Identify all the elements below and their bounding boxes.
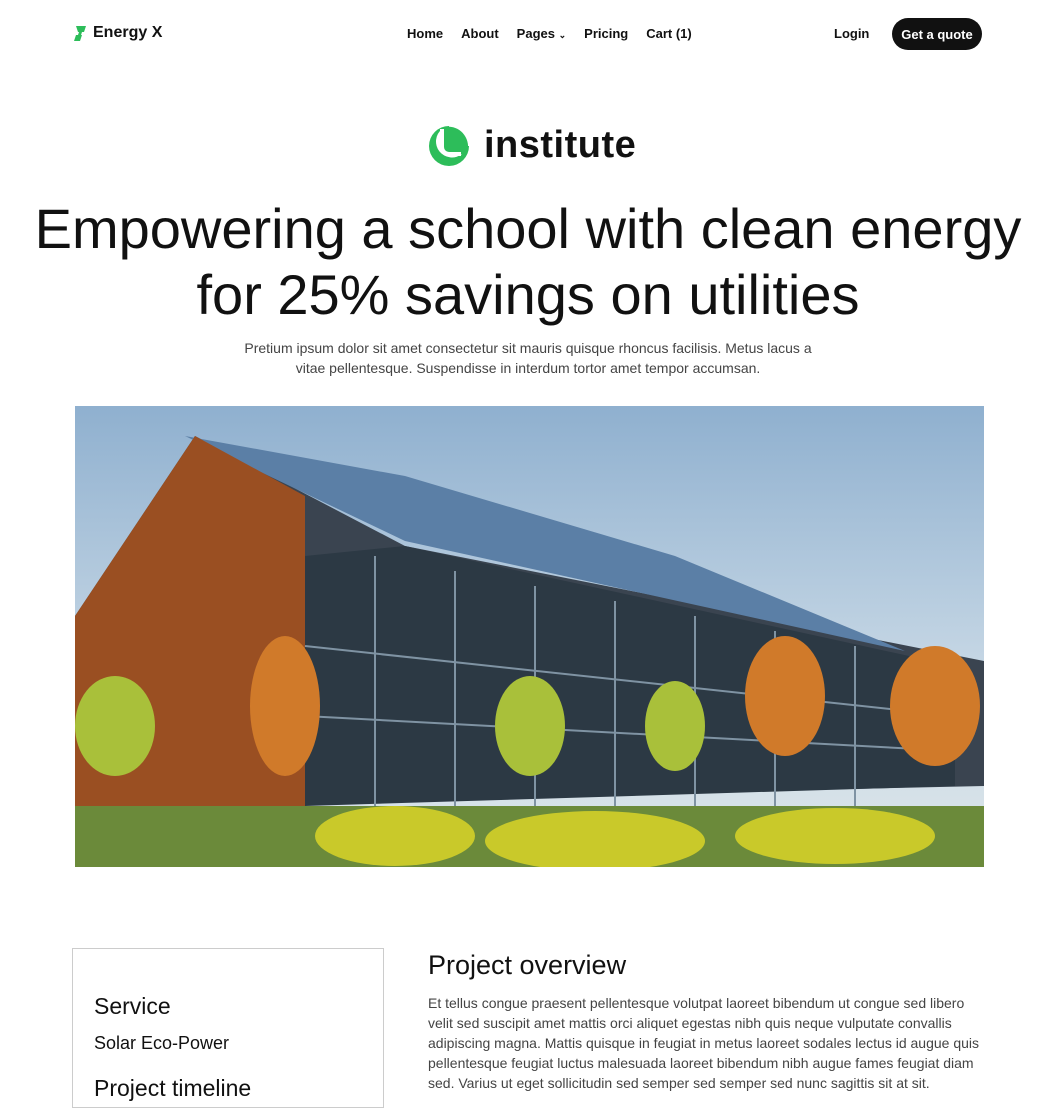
login-link[interactable]: Login xyxy=(834,26,870,41)
hero-image xyxy=(75,406,984,867)
page-title: Empowering a school with clean energy for 25% savings on utilities xyxy=(34,197,1022,326)
get-quote-button[interactable]: Get a quote xyxy=(892,18,982,50)
brand-logo[interactable] xyxy=(73,24,162,42)
overview-text: Et tellus congue praesent pellentesque volutpat laoreet bibendum ut congue sed libero velit sed suscipit amet mattis orci aliquet egestas nibh quis neque vulputate convallis adipiscing magna. Mattis quisque in feugiat in metus laoreet sodales lectus id augue quis pellentesque feugiat luctus malesuada laoreet bibendum nibh augue fames feugiat diam sed. Varius ut eget sollicitudin sed semper sed semper sed nunc sagittis sit at sit. xyxy=(428,995,979,1091)
client-logo xyxy=(428,124,636,167)
overview-title: Project overview xyxy=(428,950,627,980)
nav-about[interactable]: About xyxy=(461,26,499,41)
nav-pages-label: Pages xyxy=(516,26,555,41)
institute-logo-icon xyxy=(428,125,470,167)
client-logo-text: institute xyxy=(484,124,637,166)
service-label: Service xyxy=(94,993,171,1019)
top-nav xyxy=(0,0,1056,68)
service-value: Solar Eco-Power xyxy=(94,1033,230,1053)
school-building-illustration xyxy=(75,406,984,867)
nav-pricing[interactable]: Pricing xyxy=(584,26,629,41)
timeline-label: Project timeline xyxy=(94,1075,252,1101)
brand-name: Energy X xyxy=(93,24,163,41)
chevron-down-icon: ⌄ xyxy=(558,30,567,40)
nav-pages[interactable] xyxy=(517,26,566,41)
bolt-icon xyxy=(73,26,88,41)
project-details-card xyxy=(72,948,384,1108)
nav-home[interactable]: Home xyxy=(407,26,444,41)
nav-cart[interactable]: Cart (1) xyxy=(646,26,692,41)
page-subtitle: Pretium ipsum dolor sit amet consectetur sit mauris quisque rhoncus facilisis. Metus lacus a vitae pellentesque. Suspendisse in interdum tortor amet tempor accumsan. xyxy=(244,340,812,376)
